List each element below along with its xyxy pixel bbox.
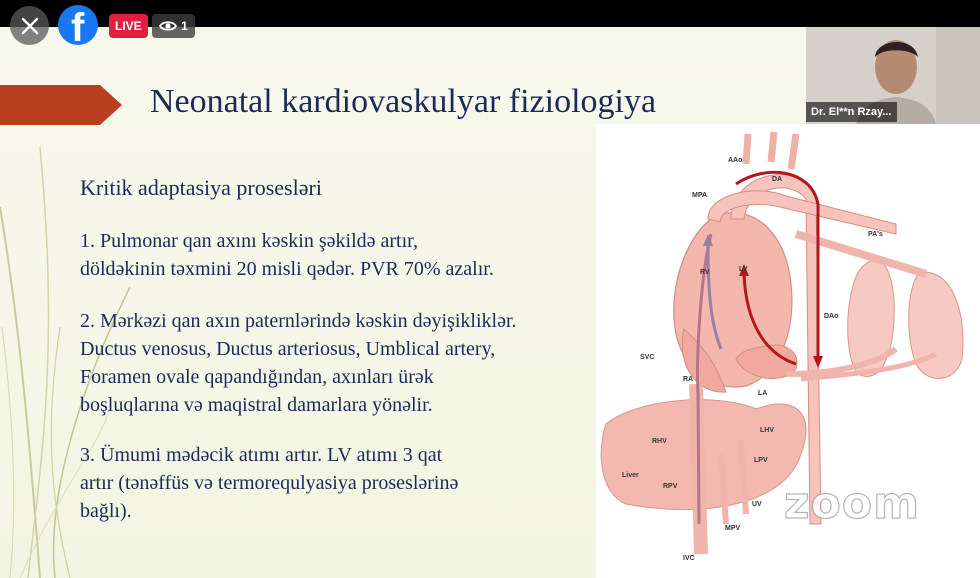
slide-subtitle: Kritik adaptasiya prosesləri (80, 175, 322, 200)
label-lv: LV (739, 266, 748, 273)
label-mpa: MPA (692, 192, 708, 199)
zoom-watermark: zoom (784, 478, 920, 529)
label-ivc: IVC (683, 555, 695, 562)
label-rhv: RHV (652, 438, 667, 445)
point-line: Ductus venosus, Ductus arteriosus, Umblical artery, (80, 338, 496, 360)
point-line: Foramen ovale qapandığından, axınları ürək (80, 366, 434, 388)
eye-icon (159, 20, 177, 32)
point-line: döldəkinin təxmini 20 misli qədər. PVR 70% azalır. (80, 258, 494, 280)
viewer-count-badge (152, 14, 195, 38)
point-1 (80, 227, 600, 283)
neck-vessels (746, 132, 796, 169)
title-arrow-accent (0, 85, 122, 125)
point-line: 1. Pulmonar qan axını kəskin şəkildə artır, (80, 230, 419, 252)
label-rv: RV (700, 269, 710, 276)
point-3 (80, 441, 600, 525)
point-2 (80, 307, 600, 419)
point-line: 2. Mərkəzi qan axın paternlərində kəskin dəyişikliklər. (80, 310, 517, 332)
slide-title: Neonatal kardiovaskulyar fiziologiya (150, 83, 657, 120)
label-lhv: LHV (760, 427, 774, 434)
label-dao: DAo (824, 313, 839, 320)
label-uv: UV (752, 501, 762, 508)
label-ra: RA (683, 376, 694, 383)
participant-name-label: Dr. El**n Rzay... (806, 102, 897, 122)
point-line: bağlı). (80, 500, 132, 522)
close-button[interactable] (10, 6, 49, 45)
label-liver: Liver (622, 472, 639, 479)
viewer-count: 1 (181, 19, 188, 33)
label-da: DA (772, 176, 783, 183)
label-lpv: LPV (754, 457, 768, 464)
point-line: artır (tənəffüs və termorequlyasiya proseslərinə (80, 472, 459, 494)
close-icon (21, 17, 39, 35)
point-line: boşluqlarına və maqistral damarlara yönəlir. (80, 394, 433, 416)
live-badge: LIVE (109, 14, 148, 38)
point-line: 3. Ümumi mədəcik atımı artır. LV atımı 3 qat (80, 444, 443, 466)
label-rpv: RPV (663, 483, 678, 490)
label-la: LA (758, 390, 768, 397)
label-mpv: MPV (725, 525, 741, 532)
label-aao: AAo (728, 157, 743, 164)
facebook-logo-icon[interactable]: f (58, 5, 98, 45)
label-pas: PA's (868, 231, 883, 238)
label-svc: SVC (640, 354, 655, 361)
